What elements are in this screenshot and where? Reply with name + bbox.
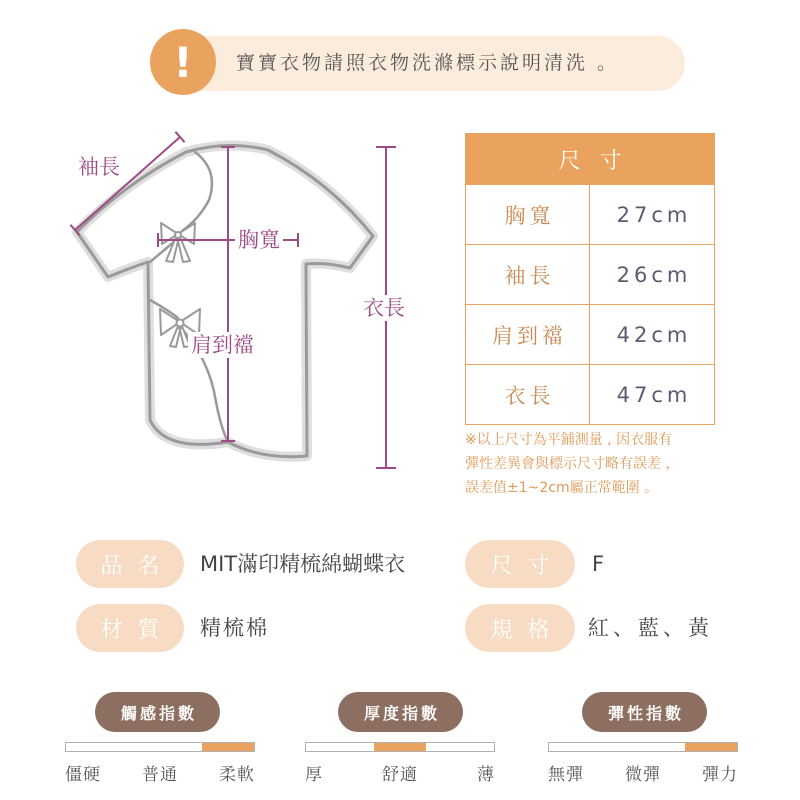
touch-index-scale	[65, 760, 255, 785]
index-scale-label: 柔軟	[219, 765, 255, 785]
garment-length-label: 衣長	[360, 295, 408, 321]
size-row-value: 47cm	[616, 382, 692, 407]
size-note-line: 誤差值±1~2cm屬正常範圍 。	[465, 480, 659, 496]
chest-width-label: 胸寬	[235, 227, 283, 253]
notice-text: 寶寶衣物請照衣物洗滌標示說明清洗 。	[236, 52, 620, 74]
index-scale-label: 厚	[305, 765, 323, 785]
index-scale-label: 普通	[142, 765, 178, 785]
elasticity-index-scale	[548, 760, 738, 785]
exclamation-glyph: !	[173, 37, 193, 87]
size-note-line: 彈性差異會與標示尺寸略有誤差 ，	[465, 456, 680, 472]
product-spec-label: 規 格	[465, 604, 575, 652]
size-row-value: 27cm	[616, 202, 692, 227]
size-row-label: 衣長	[466, 365, 590, 424]
garment-illustration	[77, 145, 373, 456]
index-scale-label: 舒適	[382, 765, 418, 785]
index-scale-label: 彈力	[702, 765, 738, 785]
thickness-index-title: 厚度指數	[338, 692, 463, 732]
index-scale-label: 無彈	[548, 765, 584, 785]
index-scale-label: 薄	[477, 765, 495, 785]
product-name-label: 品 名	[76, 540, 184, 588]
shoulder-to-crotch-label: 肩到襠	[188, 332, 257, 358]
size-table-row	[466, 364, 714, 424]
size-table-header: 尺 寸	[466, 134, 714, 184]
thickness-index-scale	[305, 760, 495, 785]
size-table-row	[466, 244, 714, 304]
size-row-label: 肩到襠	[466, 305, 590, 364]
thickness-index-level-fill	[374, 743, 426, 751]
touch-index-title: 觸感指數	[95, 692, 220, 732]
size-row-value: 42cm	[616, 322, 692, 347]
product-material-value: 精梳棉	[200, 616, 269, 640]
size-note-line: ※以上尺寸為平鋪測量 , 因衣服有	[465, 432, 673, 448]
thickness-index-bar	[305, 742, 495, 752]
size-table-row	[466, 304, 714, 364]
product-size-label: 尺 寸	[465, 540, 575, 588]
index-scale-label: 僵硬	[65, 765, 101, 785]
size-table	[465, 133, 715, 425]
size-row-label: 胸寬	[466, 185, 590, 244]
product-material-label: 材 質	[76, 604, 184, 652]
touch-index-bar	[65, 742, 255, 752]
product-spec-value: 紅、藍、黃	[588, 616, 713, 640]
garment-diagram	[0, 0, 460, 500]
touch-index-level-fill	[202, 743, 254, 751]
index-scale-label: 微彈	[625, 765, 661, 785]
size-note	[465, 428, 679, 500]
size-table-row	[466, 184, 714, 244]
size-row-value: 26cm	[616, 262, 692, 287]
size-row-label: 袖長	[466, 245, 590, 304]
product-name-value: MIT滿印精梳綿蝴蝶衣	[200, 552, 406, 576]
bow-knot	[175, 232, 181, 238]
elasticity-index-bar	[548, 742, 738, 752]
elasticity-index-title: 彈性指數	[582, 692, 707, 732]
elasticity-index-level-fill	[685, 743, 737, 751]
bow-knot	[177, 320, 184, 327]
sleeve-length-label: 袖長	[78, 155, 120, 179]
product-size-value: F	[592, 552, 605, 576]
